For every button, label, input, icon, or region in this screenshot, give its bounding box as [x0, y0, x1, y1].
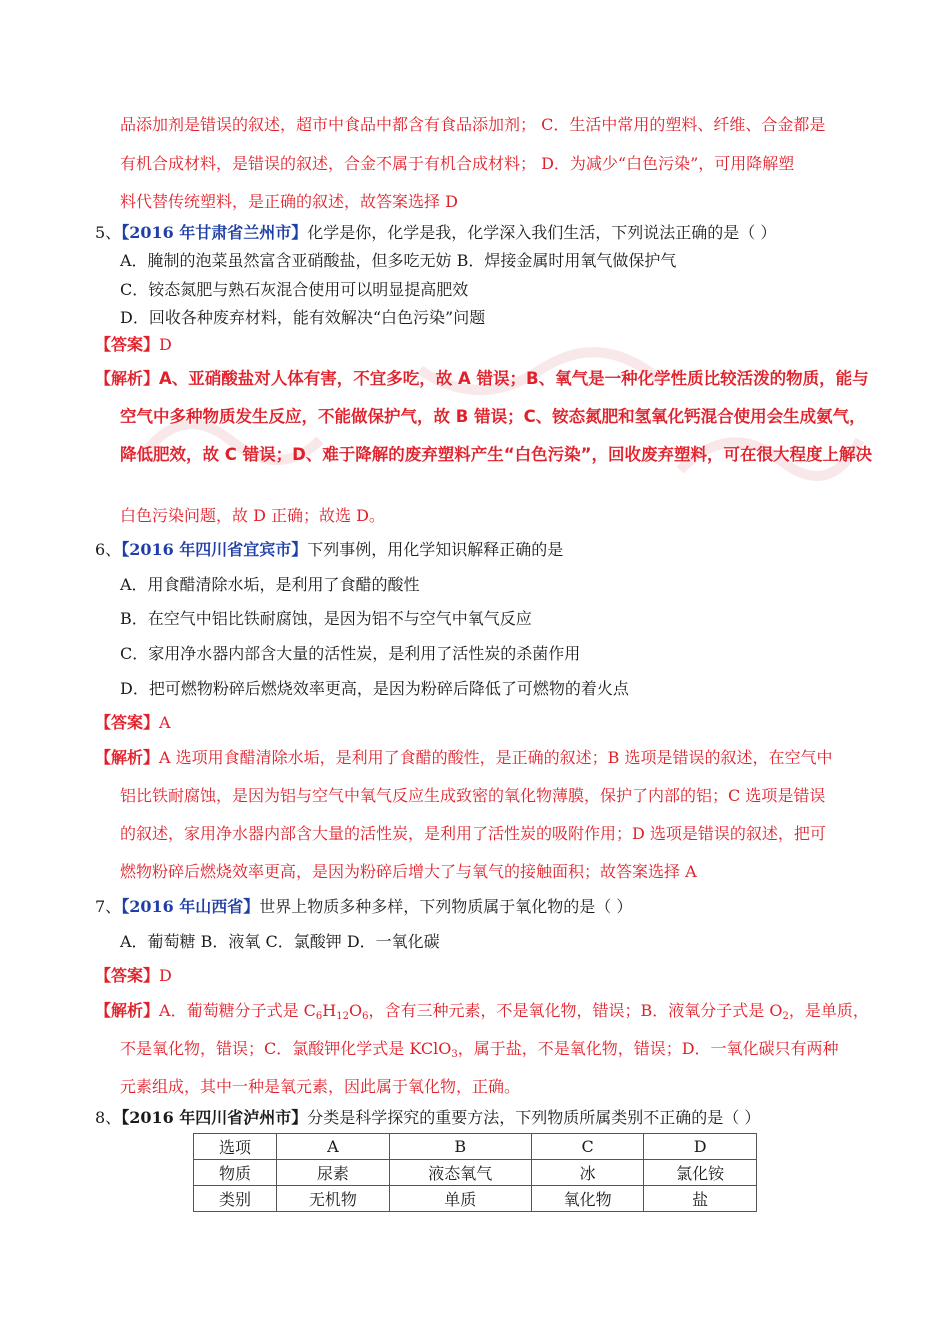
question-7-options: A．葡萄糖 B．液氧 C．氯酸钾 D．一氧化碳	[120, 932, 440, 951]
question-6-analysis-line-3: 的叙述，家用净水器内部含大量的活性炭，是利用了活性炭的吸附作用；D 选项是错误的叙述，把可	[120, 824, 826, 843]
question-source: 【2016 年四川省泸州市】	[121, 1108, 308, 1127]
question-text: 世界上物质多种多样，下列物质属于氧化物的是（ ）	[259, 897, 633, 916]
table-cell: 无机物	[277, 1186, 390, 1212]
table-cell: 氯化铵	[644, 1160, 757, 1186]
table-cell: D	[644, 1134, 757, 1160]
analysis-label: 【解析】	[95, 1001, 160, 1020]
analysis-continued-line-2: 有机合成材料，是错误的叙述，合金不属于有机合成材料； D．为减少“白色污染”，可用降解塑	[120, 154, 795, 173]
question-6-option-b: B．在空气中铝比铁耐腐蚀，是因为铝不与空气中氧气反应	[120, 609, 532, 628]
analysis-text: ，含有三种元素，不是氧化物，错误；B．液氧分子式是 O	[368, 1001, 783, 1020]
analysis-label: 【解析】	[95, 748, 160, 767]
formula-subscript: 12	[336, 1011, 349, 1022]
table-cell: 选项	[194, 1134, 277, 1160]
question-6-answer	[95, 712, 171, 734]
formula-element: O	[348, 1001, 363, 1020]
answer-value: A	[159, 713, 171, 732]
table-cell: 液态氧气	[389, 1160, 531, 1186]
table-cell: 单质	[389, 1186, 531, 1212]
question-5-answer	[95, 334, 172, 356]
question-6-analysis-line-2: 铝比铁耐腐蚀，是因为铝与空气中氧气反应生成致密的氧化物薄膜，保护了内部的铝；C 选项是错误	[120, 786, 826, 805]
question-5-analysis-line-4: 白色污染问题，故 D 正确；故选 D。	[120, 506, 385, 525]
question-6-stem	[95, 539, 563, 561]
question-number: 7、	[95, 897, 122, 916]
analysis-text: A 选项用食醋清除水垢，是利用了食醋的酸性，是正确的叙述；B 选项是错误的叙述，在空气中	[159, 748, 833, 767]
question-6-option-a: A．用食醋清除水垢，是利用了食醋的酸性	[120, 575, 420, 594]
analysis-text: ，是单质，	[788, 1001, 869, 1020]
table-cell: 氧化物	[531, 1186, 644, 1212]
answer-label: 【答案】	[95, 713, 160, 732]
analysis-text: ，属于盐，不是氧化物，错误；D．一氧化碳只有两种	[457, 1039, 839, 1058]
question-source: 【2016 年甘肃省兰州市】	[121, 223, 308, 242]
question-7-analysis-line-2	[120, 1038, 839, 1060]
table-cell: 盐	[644, 1186, 757, 1212]
table-row	[194, 1160, 757, 1186]
table-cell: 类别	[194, 1186, 277, 1212]
question-5-analysis-line-1	[95, 368, 869, 390]
analysis-continued-line-3: 料代替传统塑料，是正确的叙述，故答案选择 D	[120, 192, 458, 211]
table-cell: 冰	[531, 1160, 644, 1186]
question-text: 分类是科学探究的重要方法，下列物质所属类别不正确的是（ ）	[307, 1108, 761, 1127]
analysis-text: A．葡萄糖分子式是 C	[159, 1001, 316, 1020]
question-number: 6、	[95, 540, 122, 559]
answer-value: D	[159, 335, 172, 354]
question-source: 【2016 年山西省】	[121, 897, 260, 916]
formula-subscript: 6	[315, 1011, 323, 1022]
question-text: 下列事例，用化学知识解释正确的是	[307, 540, 564, 559]
analysis-label: 【解析】	[95, 369, 160, 388]
question-5-stem	[95, 222, 776, 244]
question-5-analysis-line-3: 降低肥效，故 C 错误；D、难于降解的废弃塑料产生“白色污染”，回收废弃塑料，可在很大程度上解决	[120, 445, 872, 464]
question-number: 8、	[95, 1108, 122, 1127]
answer-value: D	[159, 966, 172, 985]
question-7-analysis-line-1	[95, 1000, 869, 1022]
question-6-option-d: D．把可燃物粉碎后燃烧效率更高，是因为粉碎后降低了可燃物的着火点	[120, 679, 629, 698]
classification-table	[193, 1133, 757, 1212]
formula-subscript: 3	[451, 1049, 458, 1060]
table-cell: A	[277, 1134, 390, 1160]
question-7-analysis-line-3: 元素组成，其中一种是氧元素，因此属于氧化物，正确。	[120, 1077, 521, 1096]
formula-subscript: 2	[782, 1011, 789, 1022]
table-row	[194, 1134, 757, 1160]
formula-element: H	[322, 1001, 337, 1020]
table-row	[194, 1186, 757, 1212]
question-7-stem	[95, 896, 632, 918]
question-5-option-d: D．回收各种废弃材料，能有效解决“白色污染”问题	[120, 308, 486, 327]
question-6-analysis-line-1	[95, 747, 833, 769]
question-5-option-ab: A．腌制的泡菜虽然富含亚硝酸盐，但多吃无妨 B．焊接金属时用氧气做保护气	[120, 251, 677, 270]
analysis-text: A、亚硝酸盐对人体有害，不宜多吃，故 A 错误；B、氧气是一种化学性质比较活泼的物质，能与	[159, 369, 869, 388]
table-cell: 物质	[194, 1160, 277, 1186]
question-7-answer	[95, 965, 172, 987]
analysis-continued-line-1: 品添加剂是错误的叙述，超市中食品中都含有食品添加剂； C．生活中常用的塑料、纤维、合金都是	[120, 115, 826, 134]
answer-label: 【答案】	[95, 335, 160, 354]
question-text: 化学是你，化学是我，化学深入我们生活，下列说法正确的是（ ）	[307, 223, 777, 242]
question-6-analysis-line-4: 燃物粉碎后燃烧效率更高，是因为粉碎后增大了与氧气的接触面积；故答案选择 A	[120, 862, 697, 881]
answer-label: 【答案】	[95, 966, 160, 985]
question-5-option-c: C．铵态氮肥与熟石灰混合使用可以明显提高肥效	[120, 280, 469, 299]
question-number: 5、	[95, 223, 122, 242]
question-8-stem	[95, 1107, 760, 1129]
question-5-analysis-line-2: 空气中多种物质发生反应，不能做保护气，故 B 错误；C、铵态氮肥和氢氧化钙混合使用会生成氨气，	[120, 407, 866, 426]
analysis-text: 不是氧化物，错误；C．氯酸钾化学式是 KClO	[120, 1039, 452, 1058]
question-source: 【2016 年四川省宜宾市】	[121, 540, 308, 559]
table-cell: 尿素	[277, 1160, 390, 1186]
question-6-option-c: C．家用净水器内部含大量的活性炭，是利用了活性炭的杀菌作用	[120, 644, 581, 663]
formula-subscript: 6	[362, 1011, 369, 1022]
table-cell: B	[389, 1134, 531, 1160]
table-cell: C	[531, 1134, 644, 1160]
